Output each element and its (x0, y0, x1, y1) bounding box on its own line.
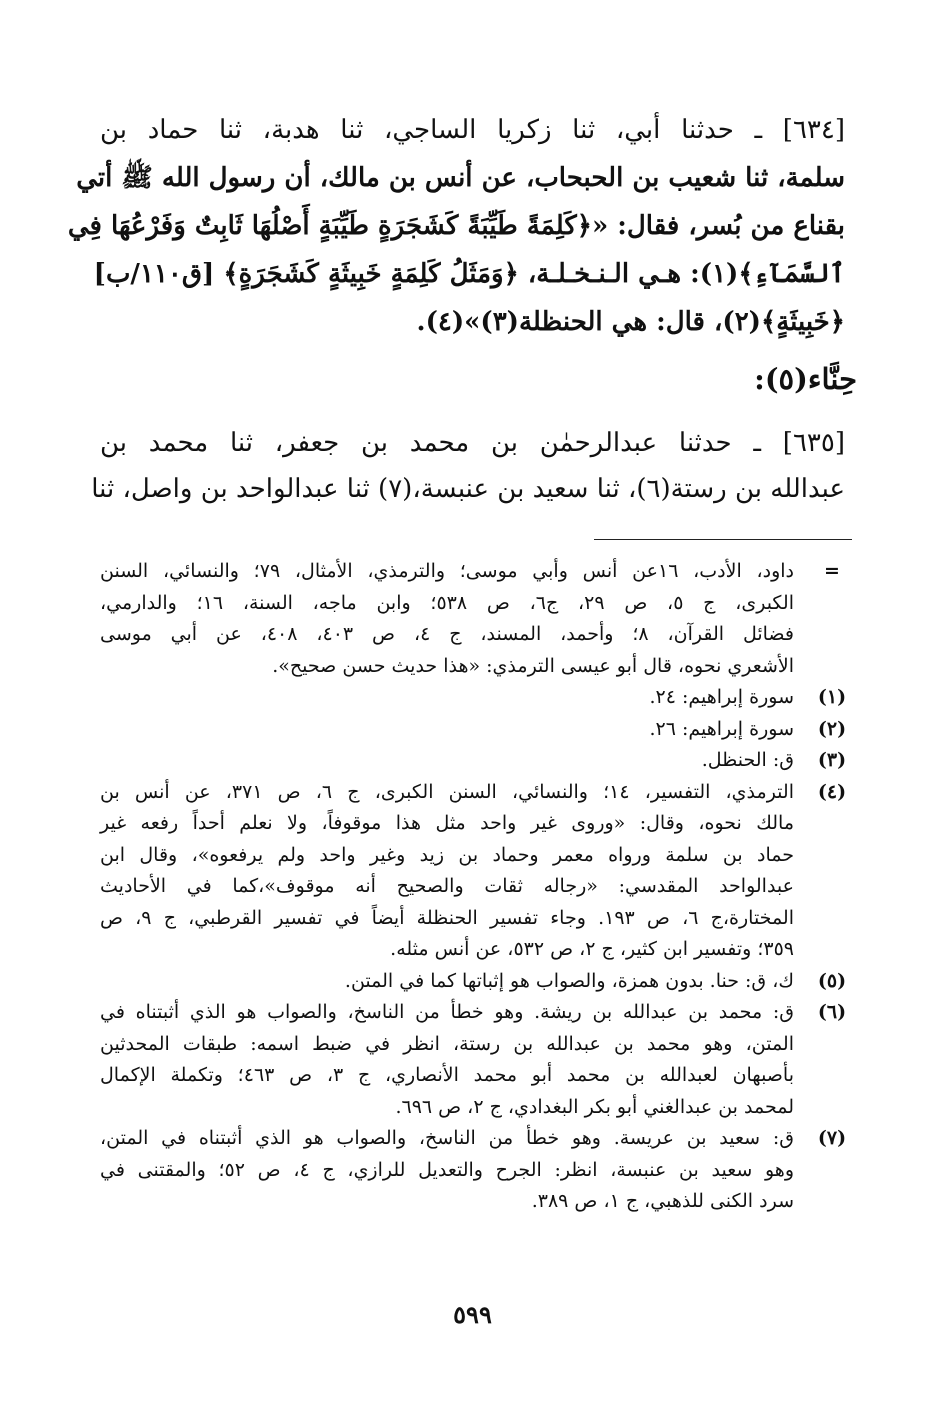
footnote-5 (100, 966, 852, 998)
footnote-line: ق: الحنظل. (701, 749, 794, 771)
footnote-line: الأشعري نحوه، قال أبو عيسى الترمذي: «هذا حديث حسن صحيح». (272, 654, 794, 677)
footnote-line: ك، ق: حنا. بدون همزة، والصواب هو إثباتها كما في المتن. (344, 969, 794, 992)
footnote-marker: = (824, 560, 840, 582)
section-heading: حِنَّاء(٥): (754, 362, 857, 396)
footnote-line: ٣٥٩؛ وتفسير ابن كثير، ج ٢، ص ٥٣٢، عن أنس مثله. (390, 938, 794, 960)
footnote-number: (٦) (817, 1001, 847, 1023)
footnote-4 (100, 777, 852, 966)
footnote-line: مالك نحوه، وقال: «وروى غير واحد مثل هذا موقوفاً، ولا نعلم أحداً رفعه غير (100, 812, 794, 834)
footnote-line: فضائل القرآن، ٨؛ وأحمد، المسند، ج ٤، ص ٤٠٣، ٤٠٨، عن أبي موسى (100, 623, 794, 645)
footnote-line: لمحمد بن عبدالغني أبو بكر البغدادي، ج ٢، ص ٦٩٦. (395, 1095, 794, 1118)
footnote-line: المختارة،ج ٦، ص ١٩٣. وجاء تفسير الحنظلة أيضاً في تفسير القرطبي، ج ٩، ص (100, 906, 795, 929)
text-line: بقناع من بُسر، فقال: «﴿كَلِمَةً طَيِّبَةً كَشَجَرَةٍ طَيِّبَةٍ أَصْلُهَا ثَابِتٌ وَفَرْعُهَا فِي (67, 211, 845, 241)
footnote-2 (100, 714, 852, 746)
page-number: ٥٩٩ (453, 1300, 492, 1329)
text-line: [٦٣٥] ـ حدثنا عبدالرحمٰن بن محمد بن جعفر، ثنا محمد بن (100, 428, 845, 458)
footnote-line: وهو سعيد بن عنبسة، انظر: الجرح والتعديل للرازي، ج ٤، ص ٥٢؛ والمقتنى في (100, 1158, 795, 1181)
text-line: عبدالله بن رستة(٦)، ثنا سعيد بن عنبسة،(٧) ثنا عبدالواحد بن واصل، ثنا (91, 474, 845, 504)
footnote-number: (٥) (817, 969, 847, 992)
footnote-line: المتن، وهو محمد بن عبدالله بن رستة، انظر في ضبط اسمه: طبقات المحدثين (100, 1032, 794, 1055)
text-line: [٦٣٤] ـ حدثنا أبي، ثنا زكريا الساجي، ثنا هدبة، ثنا حماد بن (100, 115, 845, 145)
footnote-line: سورة إبراهيم: ٢٤. (649, 686, 794, 708)
text-line: ٱلسَّمَآءِ﴾(١): هـي الـنـخـلـة، ﴿وَمَثَلُ كَلِمَةٍ خَبِيثَةٍ كَشَجَرَةٍ﴾ [ق١١٠/ب] (93, 259, 845, 289)
footnote-line: بأصبهان لعبدالله بن محمد أبو محمد الأنصاري، ج ٣، ص ٤٦٣؛ وتكملة الإكمال (100, 1064, 795, 1086)
text-line: ﴿خَبِيثَةٍ﴾(٢)، قال: هي الحنظلة(٣)»(٤). (416, 307, 845, 337)
hadith-634-paragraph (67, 106, 845, 346)
footnote-line: داود، الأدب، ١٦عن أنس وأبي موسى؛ والترمذي، الأمثال، ٧٩؛ والنسائي، السنن (100, 560, 795, 582)
footnote-line: سرد الكنى للذهبي، ج ١، ص ٣٨٩. (531, 1190, 794, 1212)
footnote-line: ق: محمد بن عبدالله بن ريشة. وهو خطأ من الناسخ، والصواب هو الذي أثبتناه في (100, 1001, 794, 1023)
footnote-number: (٢) (817, 717, 847, 740)
hadith-635-paragraph (91, 420, 845, 512)
footnote-3 (100, 745, 852, 777)
footnote-line: ق: سعيد بن عريسة. وهو خطأ من الناسخ، والصواب هو الذي أثبتناه في المتن، (100, 1127, 794, 1149)
footnote-separator (594, 539, 852, 540)
footnote-line: الكبرى، ج ٥، ص ٢٩، ج٦، ص ٥٣٨؛ وابن ماجه، السنة، ١٦؛ والدارمي، (100, 591, 794, 614)
footnote-number: (٤) (817, 780, 847, 803)
footnote-1 (100, 682, 852, 714)
footnote-line: سورة إبراهيم: ٢٦. (649, 717, 794, 740)
footnotes (100, 556, 852, 1218)
footnote-number: (٧) (817, 1127, 847, 1149)
footnote-line: حماد بن سلمة ورواه معمر وحماد بن زيد وغير واحد ولم يرفعوه»، وقال ابن (100, 843, 794, 866)
footnote-number: (١) (817, 686, 847, 708)
footnote-number: (٣) (817, 749, 847, 771)
footnote-line: الترمذي، التفسير، ١٤؛ والنسائي، السنن الكبرى، ج ٦، ص ٣٧١، عن أنس بن (100, 780, 794, 803)
footnote-line: عبدالواحد المقدسي: «رجاله ثقات والصحيح أنه موقوف»،كما في الأحاديث (100, 875, 794, 897)
text-line: سلمة، ثنا شعيب بن الحبحاب، عن أنس بن مالك، أن رسول الله ﷺ أتي (76, 163, 845, 193)
footnote-6 (100, 997, 852, 1123)
footnote-7 (100, 1123, 852, 1218)
footnote-continued (100, 556, 852, 682)
